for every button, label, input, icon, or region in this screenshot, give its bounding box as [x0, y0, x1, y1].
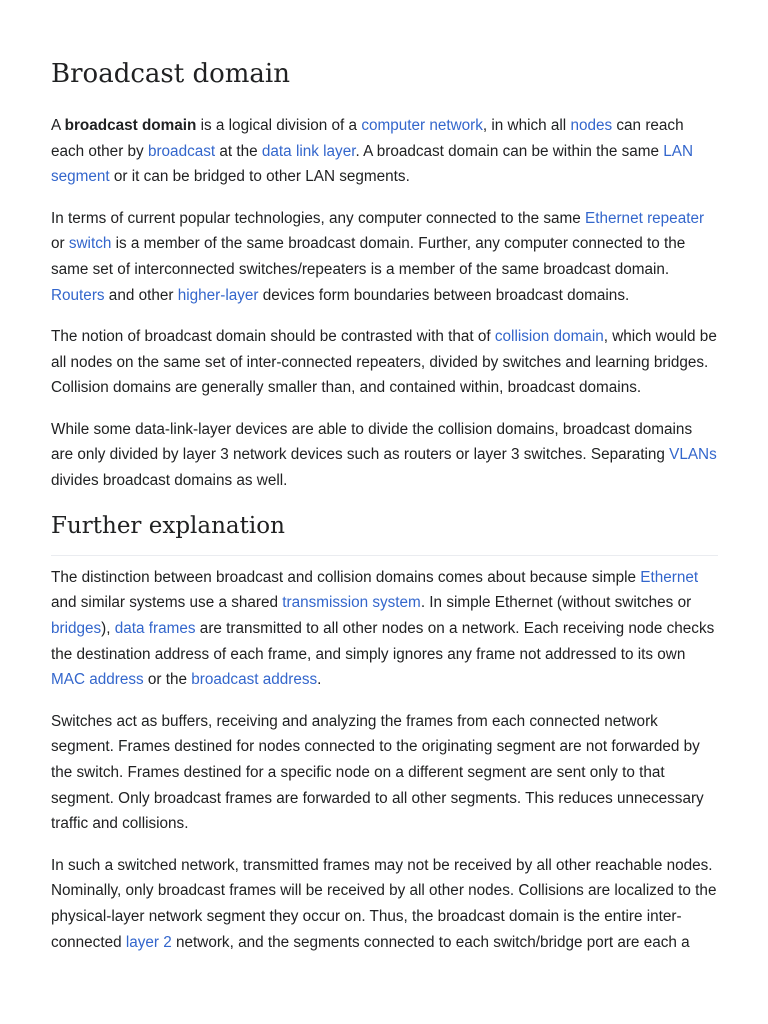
link-mac-address[interactable]: MAC address: [51, 671, 144, 689]
paragraph-text: The notion of broadcast domain should be contrasted with that of: [51, 327, 495, 345]
paragraph-text: While some data-link-layer devices are able to divide the collision domains, broadcast domains are only divided by layer 3 network devices such as routers or layer 3 switches. Separating: [51, 420, 693, 464]
link-broadcast-address[interactable]: broadcast address: [191, 671, 318, 689]
paragraph-text: at the: [215, 142, 262, 160]
link-switch[interactable]: switch: [68, 235, 112, 253]
article-paragraph: [51, 417, 718, 494]
link-data-frames[interactable]: data frames: [114, 620, 196, 638]
link-data-link-layer[interactable]: data link layer: [261, 142, 356, 160]
article-paragraph: [51, 206, 718, 309]
paragraph-text: A: [51, 117, 65, 134]
article-paragraph: [51, 565, 718, 694]
paragraph-text: Switches act as buffers, receiving and analyzing the frames from each connected network segment. Frames destined for nodes connected to the originating segment are not forwarded by the switch. Frames destined for a specific node on a different segment are sent only to that segment. Only broadcast frames are forwarded to all other segments. This reduces unnecessary traffic and collisions.: [51, 712, 704, 833]
paragraph-text: is a member of the same broadcast domain. Further, any computer connected to the same set of interconnected switches/repeaters is a member of the same broadcast domain.: [51, 235, 686, 279]
paragraph-text: can reach each other by: [51, 117, 684, 160]
link-ethernet-repeater[interactable]: Ethernet repeater: [585, 209, 705, 227]
paragraph-text: , which would be all nodes on the same set of inter-connected repeaters, divided by switches and learning bridges. Collision domains are generally smaller than, and contained within, broadcast domains.: [51, 327, 717, 397]
article-paragraph: [51, 324, 718, 401]
paragraph-text: In terms of current popular technologies, any computer connected to the same: [51, 209, 585, 227]
paragraph-text: or it can be bridged to other LAN segments.: [109, 168, 410, 186]
section-further-explanation: [51, 511, 718, 956]
paragraph-text: divides broadcast domains as well.: [51, 471, 288, 489]
link-vlans[interactable]: VLANs: [669, 446, 717, 464]
link-bridges[interactable]: bridges: [51, 620, 102, 638]
link-broadcast[interactable]: broadcast: [147, 142, 216, 160]
page-title: Broadcast domain: [51, 59, 290, 89]
link-layer-2[interactable]: layer 2: [125, 933, 172, 951]
article-paragraph: [51, 113, 718, 190]
article-content: [51, 0, 718, 955]
section-heading: Further explanation: [51, 511, 718, 556]
paragraph-text: network, and the segments connected to each switch/bridge port are each a: [171, 933, 690, 951]
link-routers[interactable]: Routers: [51, 286, 105, 304]
link-collision-domain[interactable]: collision domain: [494, 327, 604, 345]
paragraph-text: is a logical division of a: [196, 117, 362, 134]
paragraph-text: or the: [143, 671, 192, 689]
link-transmission-system[interactable]: transmission system: [282, 594, 421, 612]
paragraph-text: and similar systems use a shared: [51, 594, 283, 612]
paragraph-text: . A broadcast domain can be within the same: [355, 142, 664, 160]
link-higher-layer[interactable]: higher-layer: [177, 286, 259, 304]
article-paragraph: [51, 853, 718, 956]
paragraph-text: are transmitted to all other nodes on a network. Each receiving node checks the destination address of each frame, and simply ignores any frame not addressed to its own: [51, 620, 715, 663]
paragraph-text: devices form boundaries between broadcast domains.: [258, 286, 630, 304]
bold-term: broadcast domain: [64, 117, 197, 134]
paragraph-text: In such a switched network, transmitted frames may not be received by all other reachable nodes. Nominally, only broadcast frames will be received by all other nodes. Collisions are localized to the physical-layer network segment they occur on. Thus, the broadcast domain is the entire inter-connected: [51, 856, 717, 951]
paragraph-text: . In simple Ethernet (without switches or: [420, 594, 692, 612]
link-lan-segment[interactable]: LAN segment: [51, 142, 694, 186]
paragraph-text: and other: [104, 286, 178, 304]
link-nodes[interactable]: nodes: [570, 117, 613, 134]
paragraph-text: or: [51, 235, 69, 253]
paragraph-text: The distinction between broadcast and collision domains comes about because simple: [51, 568, 641, 586]
intro-section: [51, 113, 718, 494]
link-ethernet[interactable]: Ethernet: [640, 568, 699, 586]
paragraph-text: ),: [101, 620, 115, 638]
link-computer-network[interactable]: computer network: [361, 117, 483, 134]
paragraph-text: .: [317, 671, 322, 689]
article-paragraph: [51, 709, 718, 838]
sections: [51, 511, 718, 956]
paragraph-text: , in which all: [482, 117, 571, 134]
